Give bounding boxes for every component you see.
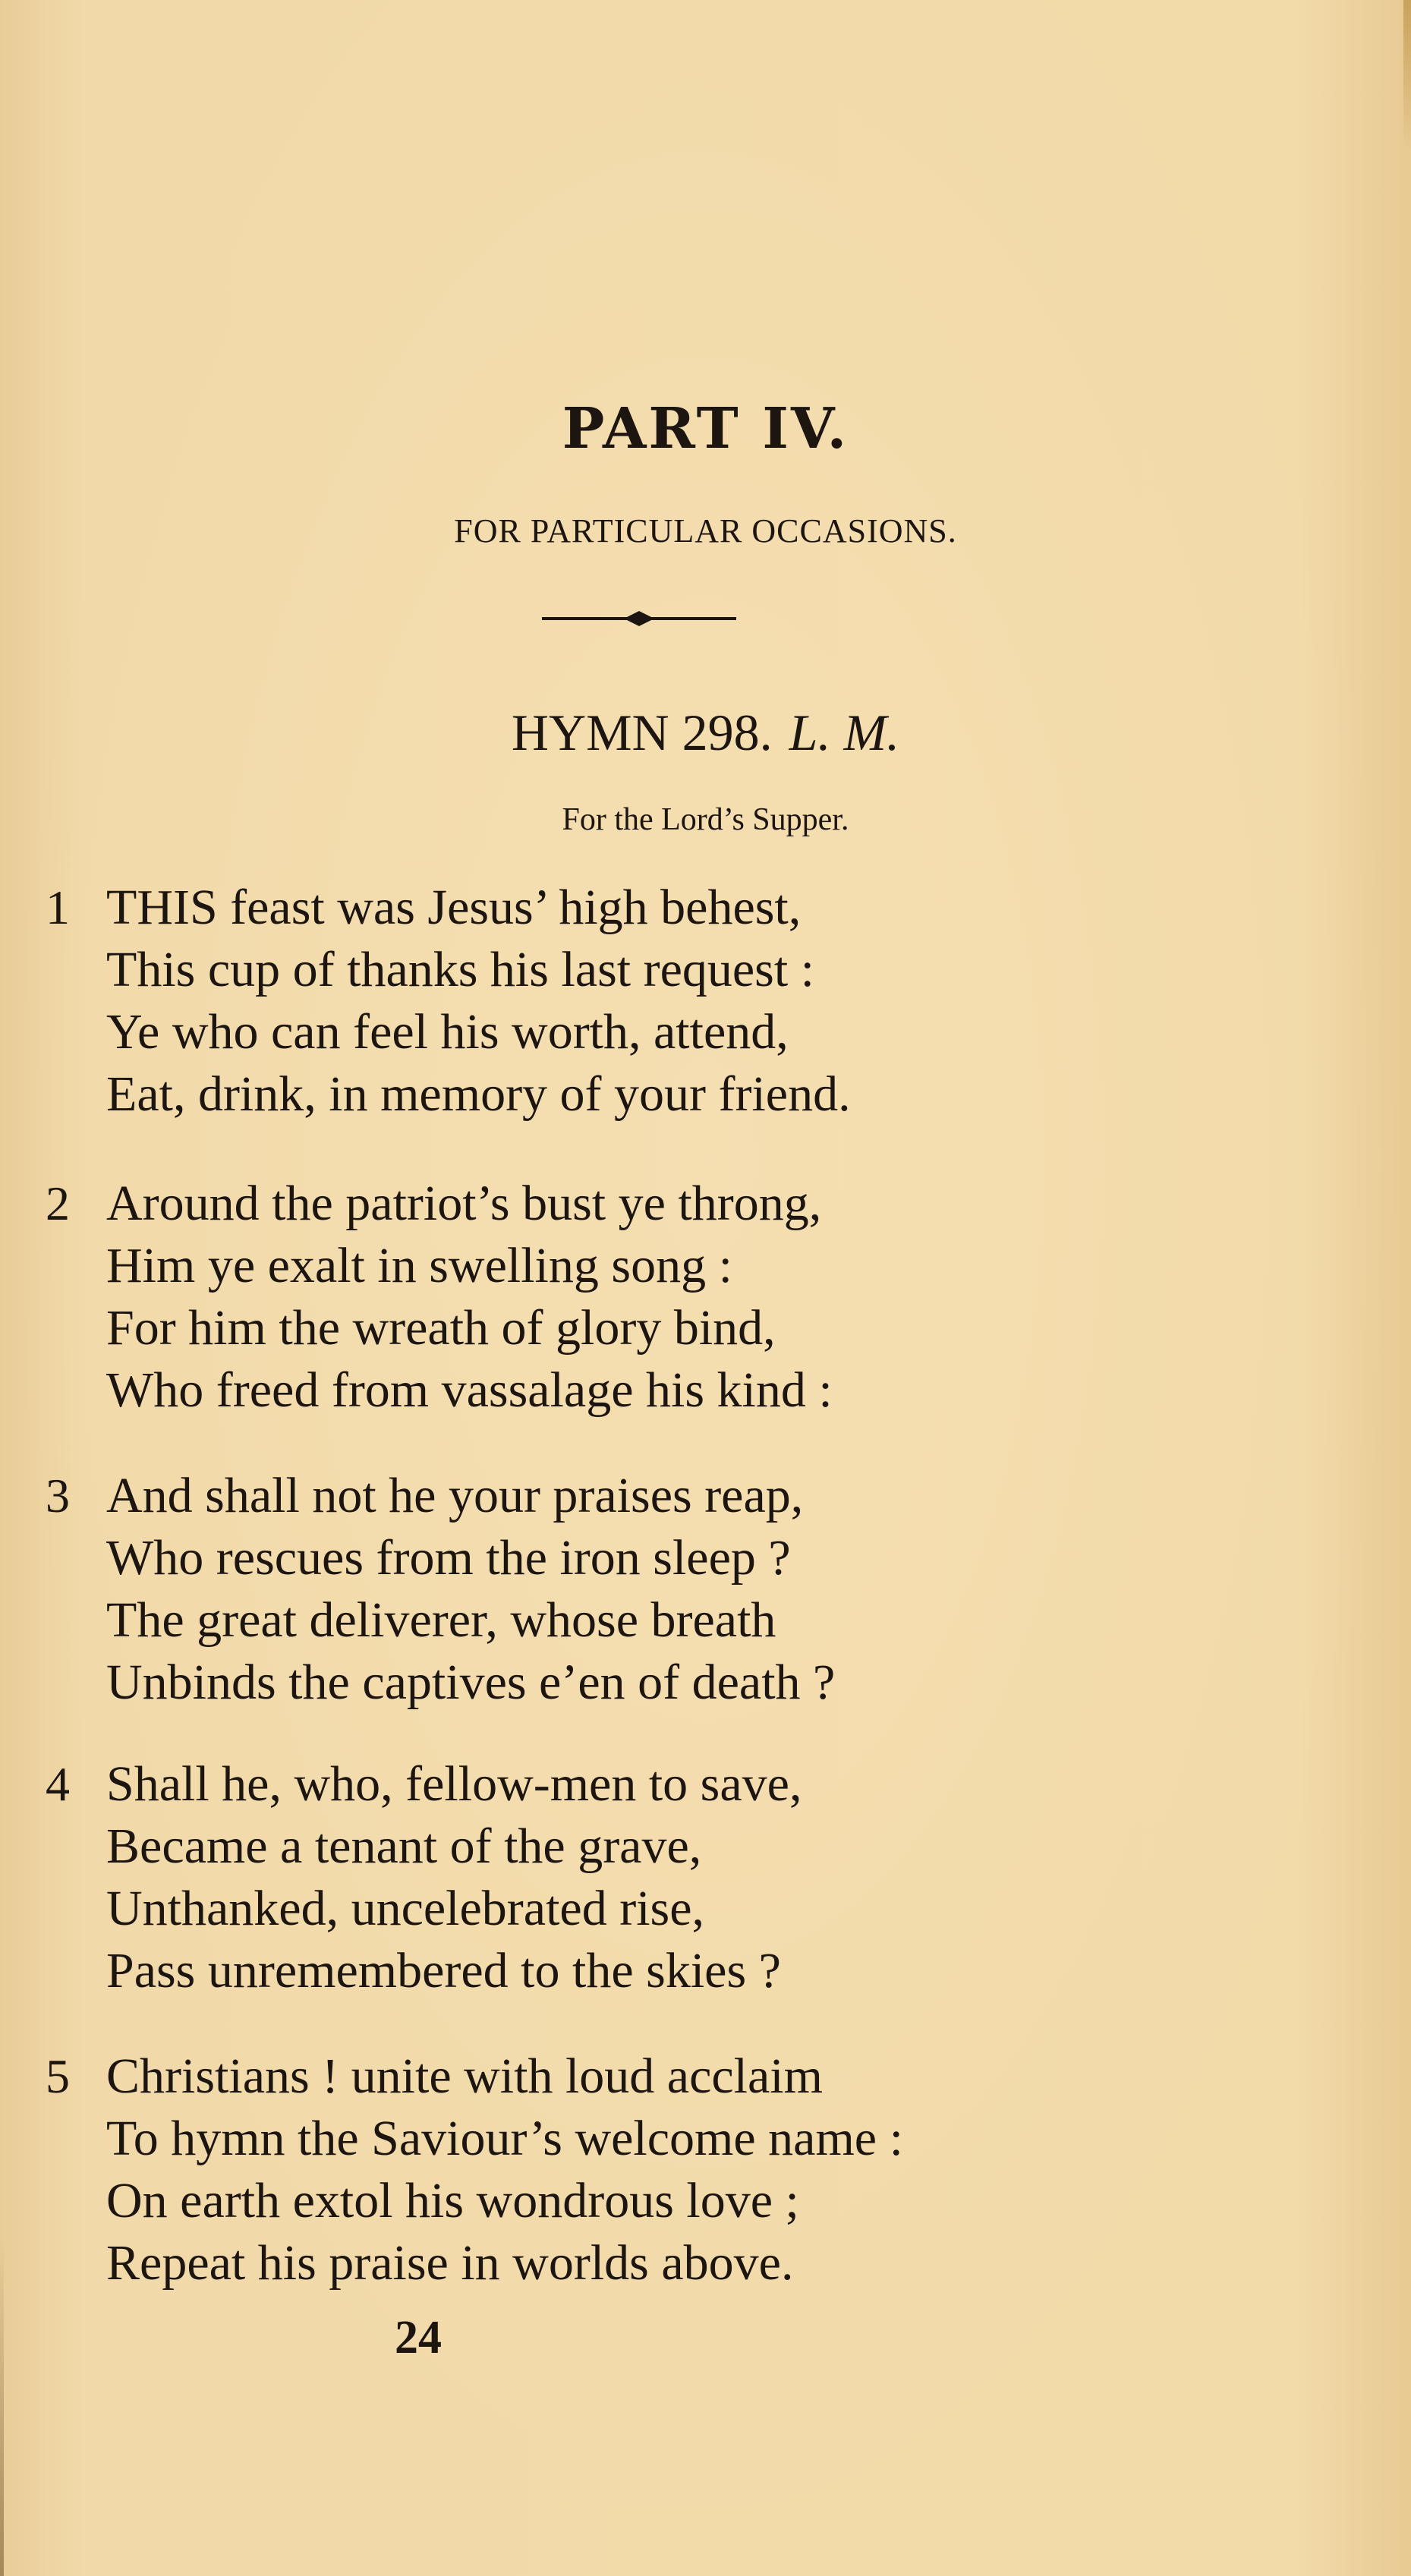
verse-line: This cup of thanks his last request : (106, 942, 815, 997)
verse-lines (106, 1465, 835, 1714)
page-edge-shadow (1403, 0, 1411, 152)
verse-lines (106, 1173, 833, 1422)
verse-line: To hymn the Saviour’s welcome name : (106, 2111, 903, 2166)
verse-number: 2 (46, 1176, 70, 1230)
verse-line: Who freed from vassalage his kind : (106, 1362, 833, 1418)
part-subtitle: FOR PARTICULAR OCCASIONS. (454, 512, 957, 550)
verse-lines (106, 877, 851, 1126)
verse-line: On earth extol his wondrous love ; (106, 2173, 799, 2228)
verse-line: Who rescues from the iron sleep ? (106, 1530, 791, 1586)
verse-line: Pass unremembered to the skies ? (106, 1943, 781, 1998)
diamond-rule-ornament-icon (540, 603, 738, 634)
verse-lines (106, 2045, 903, 2294)
binding-shadow (0, 2239, 4, 2576)
verse-line: And shall not he your praises reap, (106, 1468, 804, 1523)
verse-line: Shall he, who, fellow-men to save, (106, 1756, 802, 1812)
verse-line: Ye who can feel his worth, attend, (106, 1004, 789, 1060)
verse-number: 5 (46, 2049, 70, 2103)
verse-line: THIS feast was Jesus’ high behest, (106, 880, 802, 935)
hymn-occasion: For the Lord’s Supper. (562, 802, 849, 837)
signature-mark: 24 (395, 2312, 442, 2363)
verse-line: Christians ! unite with loud acclaim (106, 2049, 823, 2104)
verse-number: 4 (46, 1757, 70, 1811)
verse-line: Eat, drink, in memory of your friend. (106, 1066, 851, 1122)
verse-line: Became a tenant of the grave, (106, 1819, 702, 1874)
verse-line: Unthanked, uncelebrated rise, (106, 1881, 705, 1936)
verse-line: Repeat his praise in worlds above. (106, 2235, 794, 2291)
verse-line: Him ye exalt in swelling song : (106, 1238, 732, 1293)
hymn-heading (0, 698, 1411, 767)
verse-line: Around the patriot’s bust ye throng, (106, 1176, 822, 1231)
verse-lines (106, 1753, 802, 2002)
verse-line: For him the wreath of glory bind, (106, 1300, 776, 1356)
hymn-meter: L. M. (789, 704, 900, 761)
verse-number: 1 (46, 880, 70, 934)
part-title: PART IV. (562, 396, 849, 461)
verse-line: Unbinds the captives e’en of death ? (106, 1655, 836, 1710)
verse-line: The great deliverer, whose breath (106, 1592, 776, 1648)
verse-number: 3 (46, 1469, 70, 1523)
hymn-number: HYMN 298. (511, 704, 773, 761)
